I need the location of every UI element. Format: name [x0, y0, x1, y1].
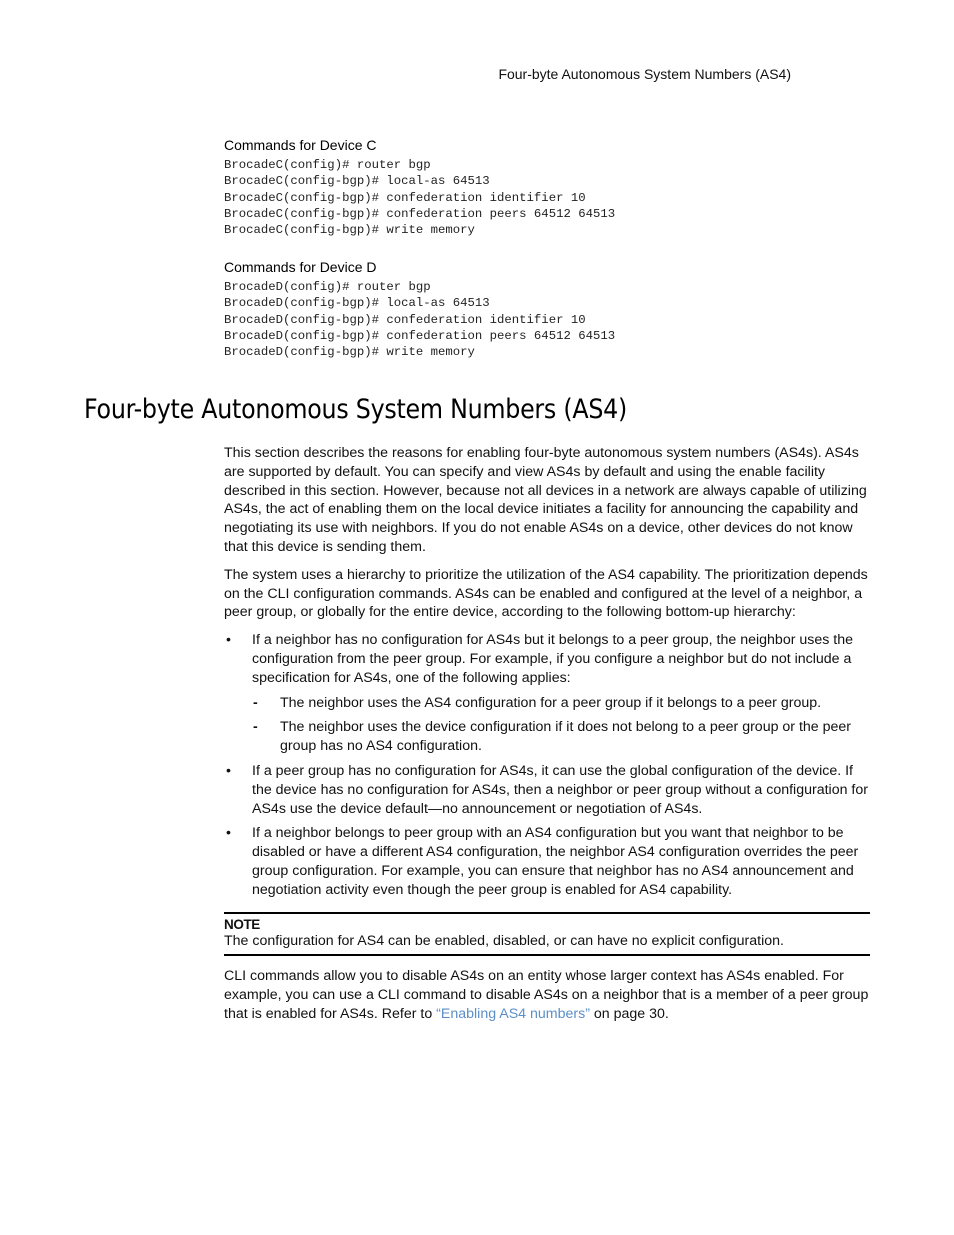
list-item: [224, 631, 870, 756]
note-text: The configuration for AS4 can be enabled, disabled, or can have no explicit configuration.: [224, 932, 784, 949]
sub-list: [252, 694, 870, 756]
paragraph-hierarchy: The system uses a hierarchy to prioritize the utilization of the AS4 capability. The prioritization depends on the CLI configuration commands. AS4s can be enabled and configured at the level of a neighbor, a peer group, or globally for the entire device, according to the following bottom-up hierarchy:: [224, 566, 868, 621]
paragraph-cli: [224, 967, 870, 1023]
enabling-as4-link[interactable]: “Enabling AS4 numbers”: [436, 1005, 590, 1022]
section-body: [224, 444, 870, 1024]
paragraph-cli-page-ref: on page 30.: [589, 1005, 669, 1022]
note-label: NOTE: [224, 916, 260, 932]
hierarchy-list: [224, 631, 870, 899]
list-item: [224, 824, 870, 899]
note-box: [224, 912, 870, 957]
list-item-text: If a peer group has no configuration for AS4s, it can use the global configuration of the device. If the device has no configuration for AS4s, then a neighbor or peer group without a configuration for AS4s use the device default—no announcement or negotiation of AS4s.: [252, 762, 868, 817]
bullet-icon: •: [226, 825, 231, 842]
section-title: Four-byte Autonomous System Numbers (AS4): [84, 394, 628, 425]
device-d-heading: Commands for Device D: [224, 259, 377, 275]
device-c-code: BrocadeC(config)# router bgp BrocadeC(config-bgp)# local-as 64513 BrocadeC(config-bgp)# confederation identifier 10 BrocadeC(config-bgp)# confederation peers 64512 64513 BrocadeC(config-bgp)# write memory: [224, 158, 616, 238]
device-d-code: BrocadeD(config)# router bgp BrocadeD(config-bgp)# local-as 64513 BrocadeD(config-bgp)# confederation identifier 10 BrocadeD(config-bgp)# confederation peers 64512 64513 BrocadeD(config-bgp)# write memory: [224, 280, 616, 360]
dash-icon: -: [253, 719, 258, 736]
sub-list-item: [252, 718, 870, 756]
sub-list-item: [252, 694, 870, 713]
paragraph-intro: This section describes the reasons for enabling four-byte autonomous system numbers (AS4s). AS4s are supported by default. You can specify and view AS4s by default and using the enable facility described in this section. However, because not all devices in a network are always capable of utilizing AS4s, the act of enabling them on the local device initiates a facility for announcing the capability and negotiating its use with neighbors. If you do not enable AS4s on a device, other devices do not know that this device is sending them.: [224, 445, 867, 555]
device-c-block: [224, 137, 870, 238]
device-c-heading: Commands for Device C: [224, 137, 377, 153]
list-item-text: If a neighbor has no configuration for AS4s but it belongs to a peer group, the neighbor uses the configuration from the peer group. For example, if you configure a neighbor but do not include a specification for AS4s, one of the following applies:: [252, 632, 854, 686]
running-header: Four-byte Autonomous System Numbers (AS4): [498, 66, 791, 82]
dash-icon: -: [253, 694, 258, 711]
paragraph-cli-text: CLI commands allow you to disable AS4s on an entity whose larger context has AS4s enabled. For example, you can use a CLI command to disable AS4s on a neighbor that is a member of a peer group that is enabled for AS4s. Refer to: [224, 968, 869, 1022]
sub-list-item-text: The neighbor uses the AS4 configuration for a peer group if it belongs to a peer group.: [280, 694, 822, 711]
list-item-text: If a neighbor belongs to peer group with an AS4 configuration but you want that neighbor to be disabled or have a different AS4 configuration, the neighbor AS4 configuration overrides the peer group configuration. For example, you can ensure that neighbor has no AS4 announcement and negotiation activity even though the peer group is enabled for AS4 capability.: [252, 825, 859, 898]
list-item: [224, 762, 870, 818]
bullet-icon: •: [226, 632, 231, 649]
sub-list-item-text: The neighbor uses the device configuration if it does not belong to a peer group or the peer group has no AS4 configuration.: [280, 719, 852, 755]
device-d-block: [224, 259, 870, 360]
bullet-icon: •: [226, 762, 231, 779]
